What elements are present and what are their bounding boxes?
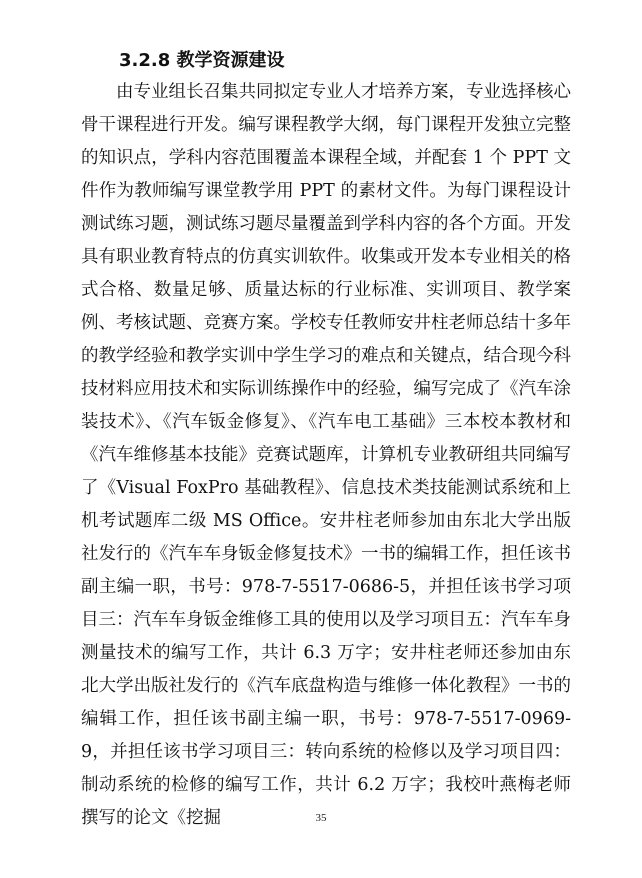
body-paragraph: 由专业组长召集共同拟定专业人才培养方案，专业选择核心骨干课程进行开发。编写课程教学大纲，每门课程开发独立完整的知识点，学科内容范围覆盖本课程全域，并配套 1 个 PPT 文件作为教师编写课堂教学用 PPT 的素材文件。为每门课程设计测试练习题，测试练习题尽量覆盖到学科内容的各个方面。开发具有职业教育特点的仿真实训软件。收集或开发本专业相关的格式合格、数量足够、质量达标的行业标准、实训项目、教学案例、考核试题、竞赛方案。学校专任教师安井柱老师总结十多年的教学经验和教学实训中学生学习的难点和关键点，结合现今科技材料应用技术和实际训练操作中的经验，编写完成了《汽车涂装技术》、《汽车钣金修复》、《汽车电工基础》三本校本教材和《汽车维修基本技能》竞赛试题库，计算机专业教研组共同编写了《Visual FoxPro 基础教程》、信息技术类技能测试系统和上机考试题库二级 MS Office。安井柱老师参加由东北大学出版社发行的《汽车车身钣金修复技术》一书的编辑工作，担任该书副主编一职，书号：978-7-5517-0686-5，并担任该书学习项目三：汽车车身钣金维修工具的使用以及学习项目五：汽车车身测量技术的编写工作，共计 6.3 万字；安井柱老师还参加由东北大学出版社发行的《汽车底盘构造与维修一体化教程》一书的编辑工作，担任该书副主编一职，书号：978-7-5517-0969-9，并担任该书学习项目三：转向系统的检修以及学习项目四：制动系统的检修的编写工作，共计 6.2 万字；我校叶燕梅老师撰写的论文《挖掘 xyxy=(81,82,571,828)
page-number: 35 xyxy=(315,812,327,824)
section-heading: 3.2.8 教学资源建设 xyxy=(119,50,285,71)
